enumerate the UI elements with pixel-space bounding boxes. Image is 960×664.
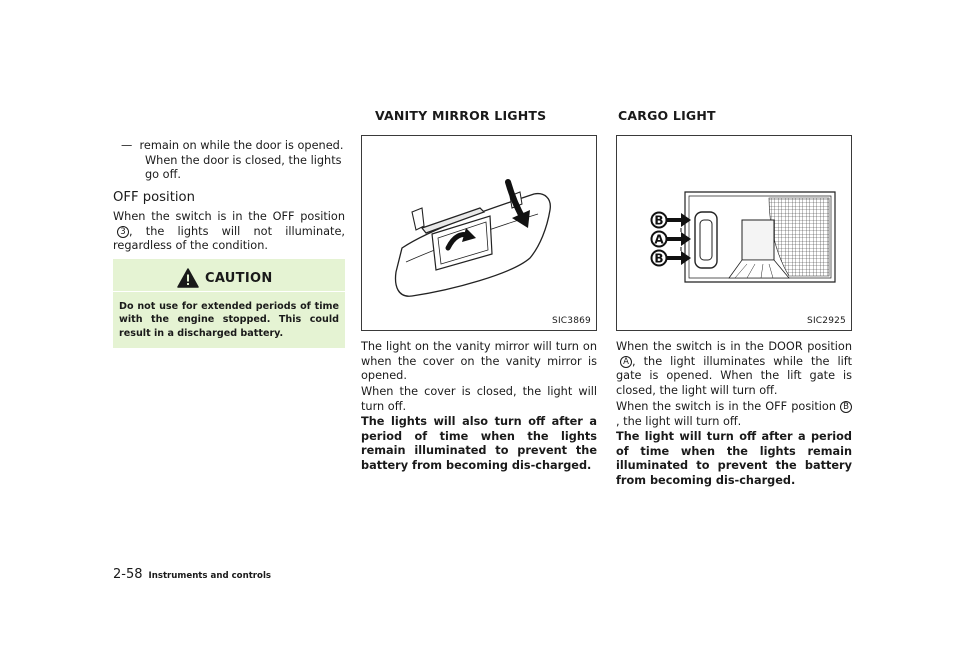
cargo-para-1-start: When the switch is in the DOOR position: [616, 340, 852, 353]
vanity-mirror-lights-heading: VANITY MIRROR LIGHTS: [375, 108, 547, 123]
section-name: Instruments and controls: [148, 571, 272, 581]
page-footer: [113, 563, 271, 582]
off-position-heading: OFF position: [113, 190, 195, 205]
vanity-para-3: The lights will also turn off after a period of time when the lights remain illuminated to prevent the battery from becoming dis-charged.: [361, 415, 597, 472]
caution-header: [113, 259, 345, 291]
cargo-para-2-end: , the light will turn off.: [616, 414, 742, 428]
label-a: A: [654, 232, 664, 247]
caution-text: Do not use for extended periods of time with the engine stopped. This could result in a discharged battery.: [119, 301, 339, 339]
page-number: 2-58: [113, 567, 143, 582]
cargo-para-2-start: When the switch is in the OFF position: [616, 400, 836, 413]
cargo-para-2: [616, 400, 852, 429]
bullet-line-2: When the door is closed, the lights: [145, 153, 342, 167]
figure-code: SIC2925: [807, 316, 846, 326]
label-b-bottom: B: [654, 251, 664, 266]
cargo-light-illustration: [617, 136, 851, 330]
cargo-para-1: [616, 340, 852, 398]
cargo-light-heading: CARGO LIGHT: [618, 108, 716, 123]
caution-divider: [113, 291, 345, 292]
figure-code: SIC3869: [552, 316, 591, 326]
circled-letter-b: B: [840, 401, 852, 413]
bullet-dash: —: [121, 139, 133, 152]
vanity-para-2: When the cover is closed, the light will turn off.: [361, 385, 597, 413]
circled-number-3: 3: [117, 226, 129, 238]
bullet-item: [121, 139, 345, 183]
cargo-para-3: The light will turn off after a period of time when the lights remain illuminated to prevent the battery from becoming dis-charged.: [616, 430, 852, 487]
bullet-line-3: go off.: [145, 168, 181, 182]
off-text-end: , the lights will not illuminate, regardless of the condition.: [113, 224, 345, 253]
caution-title: CAUTION: [205, 271, 273, 286]
cargo-para-1-end: , the light illuminates while the lift gate is opened. When the lift gate is closed, the light will turn off.: [616, 354, 852, 397]
vanity-mirror-figure: [361, 135, 597, 331]
bullet-line-1: remain on while the door is opened.: [139, 139, 344, 152]
vanity-para-1: The light on the vanity mirror will turn on when the cover on the vanity mirror is opened.: [361, 340, 597, 383]
off-text-start: When the switch is in the OFF position: [113, 210, 345, 223]
off-position-text: [113, 210, 345, 254]
label-b-top: B: [654, 213, 664, 228]
caution-box: [113, 259, 345, 348]
cargo-light-figure: [616, 135, 852, 331]
warning-triangle-icon: [177, 268, 199, 288]
circled-letter-a: A: [620, 356, 632, 368]
sun-visor-illustration: [362, 136, 596, 330]
